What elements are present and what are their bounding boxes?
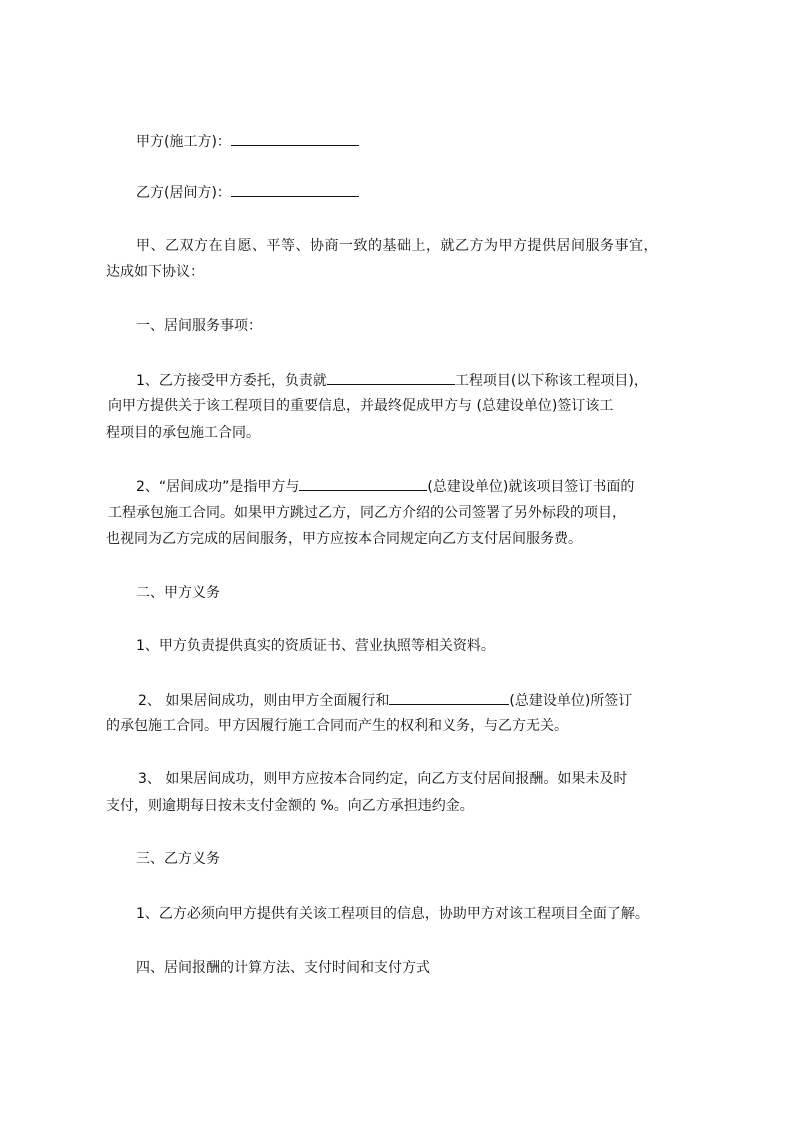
s1-item-1-line-3: 程项目的承包施工合同。 — [106, 425, 260, 441]
s1-item-1-text-a: 1、乙方接受甲方委托，负责就 — [136, 373, 327, 389]
intro-line-2: 达成如下协议： — [106, 264, 204, 280]
party-b-line — [136, 182, 359, 203]
s3-item-1: 1、乙方必须向甲方提供有关该工程项目的信息，协助甲方对该工程项目全面了解。 — [136, 906, 649, 922]
s1-item-2-text-b: (总建设单位)就该项目签订书面的 — [427, 479, 635, 495]
s2-item-3-line-2: 支付，则逾期每日按未支付金额的 %。向乙方承担违约金。 — [106, 798, 474, 814]
section-2-heading: 二、甲方义务 — [136, 585, 220, 601]
section-1-heading: 一、居间服务事项： — [136, 318, 262, 334]
party-a-blank — [231, 131, 359, 146]
party-a-line — [136, 131, 359, 152]
s1-item-2-line-1 — [136, 476, 634, 497]
s2-item-2-text-a: 2、 如果居间成功，则由甲方全面履行和 — [138, 693, 390, 709]
s1-item-1-line-1 — [136, 370, 648, 391]
s1-item-2-line-2: 工程承包施工合同。如果甲方跳过乙方，同乙方介绍的公司签署了另外标段的项目， — [108, 505, 626, 521]
party-a-label: 甲方(施工方)： — [136, 134, 231, 150]
section-4-heading: 四、居间报酬的计算方法、支付时间和支付方式 — [136, 960, 430, 976]
s2-item-2-line-1 — [138, 690, 632, 711]
s2-item-2-text-b: (总建设单位)所签订 — [509, 693, 633, 709]
general-contractor-blank-2 — [389, 690, 509, 705]
s1-item-2-text-a: 2、“居间成功”是指甲方与 — [136, 479, 300, 495]
s2-item-3-line-1: 3、 如果居间成功，则甲方应按本合同约定，向乙方支付居间报酬。如果未及时 — [138, 771, 628, 787]
s1-item-1-line-2: 向甲方提供关于该工程项目的重要信息，并最终促成甲方与 (总建设单位)签订该工 — [108, 398, 614, 414]
s2-item-1: 1、甲方负责提供真实的资质证书、营业执照等相关资料。 — [136, 638, 495, 654]
s1-item-2-line-3: 也视同为乙方完成的居间服务，甲方应按本合同规定向乙方支付居间服务费。 — [106, 531, 582, 547]
s2-item-2-line-2: 的承包施工合同。甲方因履行施工合同而产生的权利和义务，与乙方无关。 — [106, 718, 568, 734]
intro-line-1: 甲、乙双方在自愿、平等、协商一致的基础上，就乙方为甲方提供居间服务事宜， — [136, 238, 658, 254]
party-b-blank — [231, 182, 359, 197]
section-3-heading: 三、乙方义务 — [136, 851, 220, 867]
s1-item-1-text-b: 工程项目(以下称该工程项目)， — [454, 373, 648, 389]
project-name-blank — [327, 370, 455, 385]
general-contractor-blank-1 — [299, 476, 427, 491]
party-b-label: 乙方(居间方)： — [136, 185, 231, 201]
